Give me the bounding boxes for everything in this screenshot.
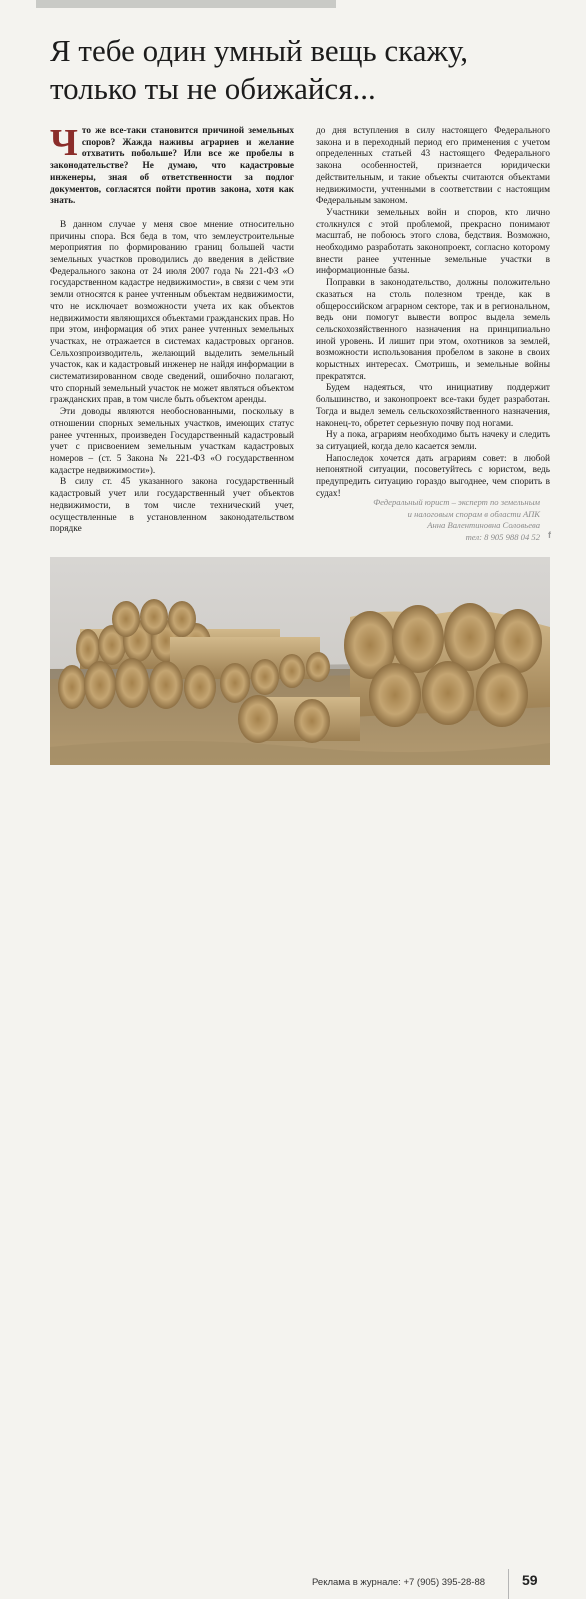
page-number: 59 <box>522 1572 538 1588</box>
body-paragraph: Ну а пока, аграриям необходимо быть начеку и следить за ситуацией, когда дело касается земли. <box>316 430 550 452</box>
footer-divider <box>508 1569 509 1599</box>
headline-line-2: только ты не обижайся... <box>50 71 376 106</box>
lead-text: то же все-таки становится причиной земельных споров? Жажда наживы аграриев и желание отхватить побольше? Или все же пробелы в законодательстве? Не думаю, что кадастровые инженеры, зная об ответственности за подлог документов, согласятся пойти против закона, хотя как знать. <box>50 126 294 207</box>
signature-phone: тел: 8 905 988 04 52 <box>465 531 540 542</box>
signature-mark: f <box>548 530 551 540</box>
author-signature <box>330 497 540 543</box>
right-column <box>316 126 550 501</box>
signature-line: Анна Валентиновна Соловьева <box>427 520 540 530</box>
body-paragraph: В данном случае у меня свое мнение относительно причины спора. Вся беда в том, что землеустроительные мероприятия по формированию границ большей части земельных участков проводились до введения в действие Федерального закона от 24 июля 2007 года № 221-ФЗ «О государственном кадастре недвижимости», в связи с чем эти земли относятся к ранее учтенным объектам недвижимости, что не исключает возможности учета их как объектов недвижимости являющихся объектами гражданских прав. Но при этом, информация об этих ранее учтенных земельных участках, не отражается в системах кадастровых органов. Сельхозпроизводитель, желающий выделить земельный участок, как и кадастровый инженер не найдя информации в систематизированном своде сведений, ошибочно полагают, что спорный земельный участок не может являться объектом гражданских прав, в том числе быть объектом аренды. <box>50 219 294 406</box>
ad-contact-text: Реклама в журнале: +7 (905) 395-28-88 <box>312 1577 486 1588</box>
body-paragraph: до дня вступления в силу настоящего Федерального закона и в переходный период его применения с учетом определенных статьей 43 настоящего Федерального закона особенностей, признается юридически действительным, и такие объекты считаются объектами недвижимости, учтенными в соответствии с настоящим Федеральным законом. <box>316 126 550 207</box>
signature-line: Федеральный юрист – эксперт по земельным <box>373 497 540 507</box>
page-footer <box>0 788 586 1588</box>
lead-paragraph <box>50 122 294 208</box>
headline-line-1: Я тебе один умный вещь скажу, <box>50 33 469 68</box>
body-paragraph: Будем надеяться, что инициативу поддержит большинство, и законопроект все-таки будет разработан. Тогда и выдел земель сельскохозяйственного назначения, наконец-то, обретет серьезную почву под ногами. <box>316 383 550 429</box>
signature-line: и налоговым спорам в области АПК <box>407 508 540 519</box>
body-paragraph: Напоследок хочется дать аграриям совет: в любой непонятной ситуации, посоветуйтесь с юристом, ведь предупредить ситуацию гораздо выгоднее, чем спорить в судах! <box>316 453 550 499</box>
article-headline <box>50 32 570 108</box>
drop-cap: Ч <box>50 122 78 164</box>
top-color-band <box>36 0 336 8</box>
hay-bales-photo <box>50 557 550 765</box>
body-paragraph: В силу ст. 45 указанного закона государственный кадастровый учет или государственный учет объектов недвижимости, в том числе технический учет, осуществленные в установленном законодательством порядке <box>50 477 294 535</box>
left-column <box>50 122 294 536</box>
hay-bales-illustration <box>50 557 550 765</box>
body-paragraph: Участники земельных войн и споров, кто лично столкнулся с этой проблемой, прекрасно понимают масштаб, не побоюсь этого слова, бедствия. Возможно, необходимо разработать законопроект, согласно которому внести ранее учтенные земельные участки в информационные базы. <box>316 207 550 277</box>
body-paragraph: Эти доводы являются необоснованными, поскольку в отношении спорных земельных участков, имеющих статус ранее учтенных, произведен Государственный кадастровый учет с присвоением земельным участкам кадастровых номеров – (ст. 5 Закона № 221-ФЗ «О государственном кадастре недвижимости»). <box>50 407 294 476</box>
body-paragraph: Поправки в законодательство, должны положительно сказаться на столь полезном тренде, как в общероссийском аграрном секторе, так и в региональном, ведь они помогут вывести вопрос выдела земель сельскохозяйственного назначения на принципиально иной уровень. И лишит при этом, охотников за землей, возможности использования пробелом в законе в своих корыстных интересах. Смотришь, и земельные войны прекратятся. <box>316 278 550 382</box>
